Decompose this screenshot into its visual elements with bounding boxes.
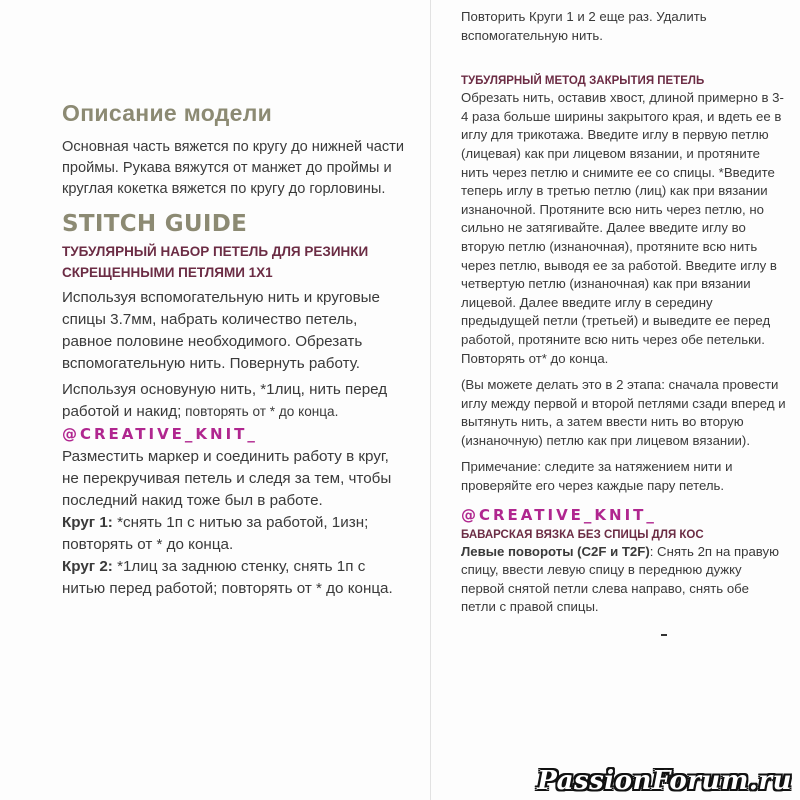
- model-description: Основная часть вяжется по кругу до нижней части проймы. Рукава вяжутся от манжет до проймы и круглая кокетка вяжется по кругу до горловины.: [62, 139, 405, 198]
- instagram-tag: @CREATIVE_KNIT_: [62, 424, 258, 443]
- instagram-tag: @CREATIVE_KNIT_: [461, 505, 657, 524]
- cast-on-para-2-main: Используя основуную нить, *1лиц, нить перед работой и накид;: [62, 380, 388, 420]
- stitch-guide-title: STITCH GUIDE: [62, 210, 248, 237]
- left-twist-instructions: [461, 543, 786, 617]
- stray-dash: [661, 634, 667, 636]
- tension-note: Примечание: следите за натяжением нити и проверяйте его через каждые пару петель.: [461, 459, 733, 494]
- cast-on-para-1: Используя вспомогательную нить и круговые спицы 3.7мм, набрать количество петель, равное половине необходимого. Обрезать вспомогательную нить. Повернуть работу.: [62, 288, 381, 372]
- join-round-para: Разместить маркер и соединить работу в круг, не перекручивая петель и следя за тем, чтобы последний накид тоже был в работе.: [62, 447, 392, 509]
- left-column: [62, 100, 407, 600]
- cast-on-para-2-tail: повторять от * до конца.: [181, 403, 339, 419]
- round-2-label: Круг 2:: [62, 557, 113, 575]
- left-twist-label: Левые повороты (C2F и T2F): [461, 543, 650, 559]
- right-column: [461, 8, 786, 617]
- watermark-tag-right: [461, 504, 786, 527]
- cast-on-para-2: [62, 379, 407, 423]
- round-1-text: *снять 1п с нитью за работой, 1изн; повторять от * до конца.: [62, 513, 369, 553]
- section-title: Описание модели: [62, 100, 273, 126]
- round-1-label: Круг 1:: [62, 513, 113, 531]
- site-watermark: PassionForum.ru: [537, 766, 792, 796]
- cast-on-heading: ТУБУЛЯРНЫЙ НАБОР ПЕТЕЛЬ ДЛЯ РЕЗИНКИ СКРЕЩЕННЫМИ ПЕТЛЯМИ 1X1: [62, 243, 369, 280]
- round-2: [62, 556, 407, 600]
- round-2-text: *1лиц за заднюю стенку, снять 1п с нитью перед работой; повторять от * до конца.: [62, 557, 393, 597]
- bind-off-instructions: Обрезать нить, оставив хвост, длиной примерно в 3-4 раза больше ширины закрытого края, и вдеть ее в иглу для трикотажа. Введите иглу в первую петлю (лицевая) как при лицевом вязании, и протяните нить через петлю и снимите ее со спицы. *Введите теперь иглу в третью петлю (лиц) как при вязании изнаночной. Протяните всю нить через петлю, но сильно не затягивайте. Далее введите иглу во вторую петлю (изнаночная), протяните всю нить через петлю, выводя ее за работой. Введите иглу в четвертую петлю (изнаночная) как при вязании лицевой. Далее введите иглу в середину предыдущей петли (третьей) и выведите ее перед работой, протяните всю нить через обе петельки. Повторять от* до конца.: [461, 90, 784, 366]
- two-step-note: (Вы можете делать это в 2 этапа: сначала провести иглу между первой и второй петлями сзади вперед и вытянуть нить, а затем ввести нить во вторую (изнаночную) петлю как при лицевом вязании).: [461, 377, 786, 448]
- repeat-rounds: Повторить Круги 1 и 2 еще раз. Удалить вспомогательную нить.: [461, 9, 707, 43]
- round-1: [62, 512, 407, 556]
- cable-heading: БАВАРСКАЯ ВЯЗКА БЕЗ СПИЦЫ ДЛЯ КОС: [461, 528, 704, 541]
- bind-off-heading: ТУБУЛЯРНЫЙ МЕТОД ЗАКРЫТИЯ ПЕТЕЛЬ: [461, 75, 705, 88]
- watermark-tag-left: [62, 423, 407, 446]
- left-twist-text: : Снять 2п на правую спицу, ввести левую спицу в переднюю дужку первой снятой петли слева направо, снять обе петли с правой спицы.: [461, 543, 779, 615]
- column-divider: [430, 0, 431, 800]
